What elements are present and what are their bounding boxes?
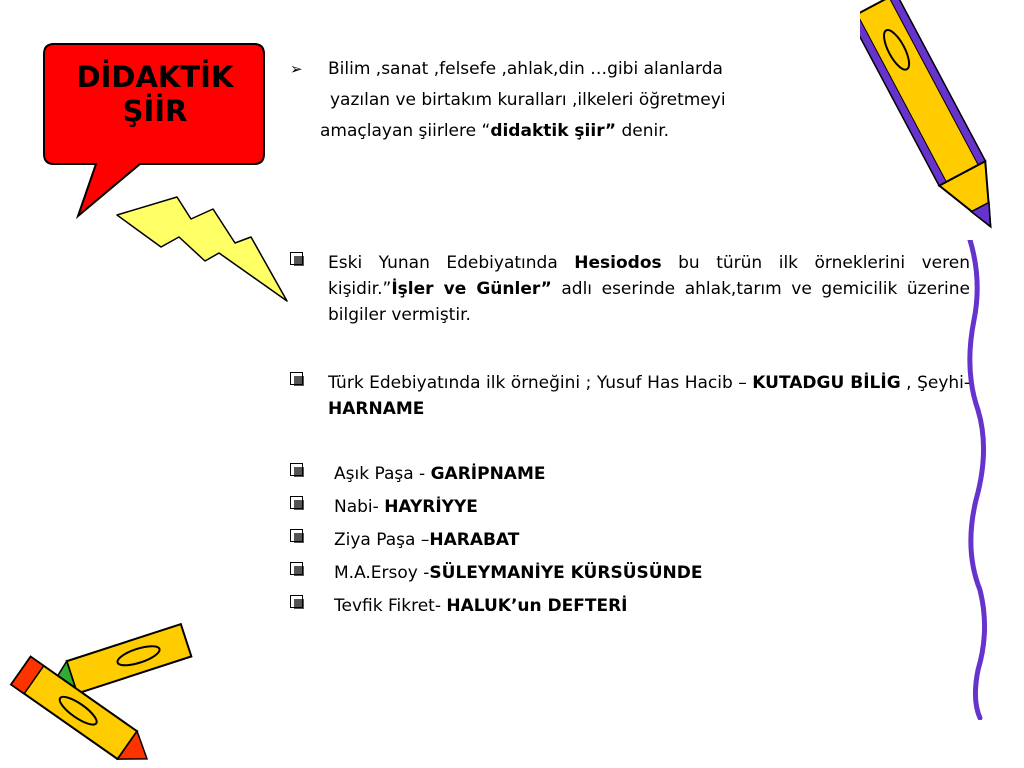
list-item-bold: Hesiodos bbox=[574, 253, 662, 273]
list-item-text-part: Nabi- bbox=[334, 497, 385, 517]
list-item-text-part: Tevfik Fikret- bbox=[334, 596, 447, 616]
list-item-bold: KUTADGU BİLİG bbox=[752, 373, 901, 393]
list-item bbox=[290, 560, 970, 586]
list-item-bold: HARABAT bbox=[429, 530, 520, 550]
intro-line-2: yazılan ve birtakım kuralları ,ilkeleri öğretmeyi bbox=[330, 90, 726, 110]
title-line-2: ŞİİR bbox=[122, 94, 188, 128]
list-item bbox=[290, 370, 970, 422]
list-item-text bbox=[328, 370, 970, 422]
crayons-icon bbox=[0, 610, 210, 760]
intro-line-1: Bilim ,sanat ,felsefe ,ahlak,din …gibi alanlarda bbox=[328, 59, 723, 79]
list-item-bold: SÜLEYMANİYE KÜRSÜSÜNDE bbox=[429, 563, 703, 583]
list-item-text-part: Aşık Paşa - bbox=[334, 464, 431, 484]
list-item-text bbox=[334, 494, 970, 520]
intro-line-3-suffix: denir. bbox=[616, 121, 670, 141]
list-item-text-part: , Şeyhi- bbox=[900, 373, 971, 393]
intro-line-3-bold: didaktik şiir” bbox=[490, 121, 617, 141]
checkbox-bullet-icon bbox=[290, 372, 303, 385]
list-item-text bbox=[334, 527, 970, 553]
checkbox-bullet-icon bbox=[290, 562, 303, 575]
page-title bbox=[52, 60, 258, 128]
lightning-bolt-icon bbox=[115, 195, 290, 305]
list-item-text-part: adlı eserinde ahlak,tarım ve gemicilik üzerine bilgiler vermiştir. bbox=[328, 279, 970, 325]
list-item-text-part: bu türün ilk örneklerini veren kişidir.” bbox=[328, 253, 970, 299]
list-item-text-part: Eski Yunan Edebiyatında bbox=[328, 253, 575, 273]
list-item-text-part: M.A.Ersoy - bbox=[334, 563, 430, 583]
intro-paragraph bbox=[290, 54, 850, 147]
list-item bbox=[290, 494, 970, 520]
checkbox-bullet-icon bbox=[290, 595, 303, 608]
checkbox-bullet-icon bbox=[290, 463, 303, 476]
list-item-bold: HARNAME bbox=[328, 399, 425, 419]
list-item bbox=[290, 527, 970, 553]
pencil-icon bbox=[860, 0, 1010, 245]
list-item-bold: HALUK’un DEFTERİ bbox=[446, 596, 628, 616]
list-item-text bbox=[334, 593, 970, 619]
list-item-bold: HAYRİYYE bbox=[384, 497, 478, 517]
list-item-text bbox=[334, 461, 970, 487]
checkbox-bullet-icon bbox=[290, 496, 303, 509]
list-item bbox=[290, 593, 970, 619]
arrow-bullet-icon: ➢ bbox=[290, 60, 303, 78]
intro-line-3 bbox=[290, 116, 850, 147]
list-item-text bbox=[334, 560, 970, 586]
list-item bbox=[290, 461, 970, 487]
list-item-text-part: Ziya Paşa – bbox=[334, 530, 430, 550]
list-item-bold: GARİPNAME bbox=[430, 464, 546, 484]
checkbox-bullet-icon bbox=[290, 252, 303, 265]
list-item-bold: İşler ve Günler” bbox=[391, 279, 552, 299]
list-item-text-part: Türk Edebiyatında ilk örneğini ; Yusuf Has Hacib – bbox=[328, 373, 753, 393]
title-line-1: DİDAKTİK bbox=[76, 60, 234, 94]
intro-line-3-prefix: amaçlayan şiirlere “ bbox=[320, 121, 491, 141]
checkbox-bullet-icon bbox=[290, 529, 303, 542]
list-item bbox=[290, 250, 970, 328]
list-item-text bbox=[328, 250, 970, 328]
